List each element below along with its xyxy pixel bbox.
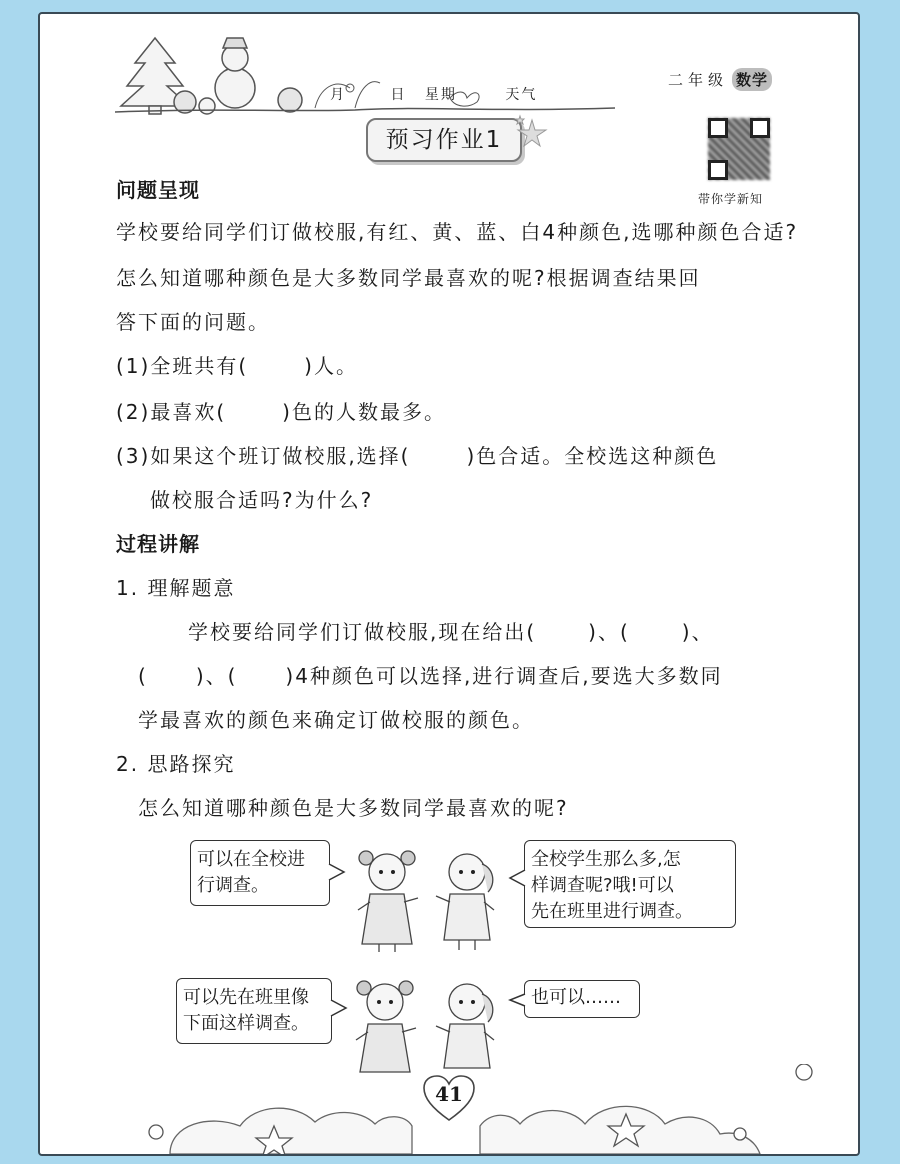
speech-bubble-2-line-3: 先在班里进行调查。 <box>531 901 693 922</box>
subject-badge: 数学 <box>732 68 772 91</box>
section-heading-problem: 问题呈现 <box>116 178 200 202</box>
speech-bubble-1-line-2: 行调查。 <box>197 875 269 896</box>
question-2-start: (2)最喜欢( <box>116 400 227 424</box>
step-1-title: 1. 理解题意 <box>116 576 236 600</box>
speech-bubble-2-line-2: 样调查呢?哦!可以 <box>531 875 674 896</box>
intro-line-2: 怎么知道哪种颜色是大多数同学最喜欢的呢?根据调查结果回 <box>116 266 701 290</box>
weather-label: 天气 <box>505 87 538 103</box>
intro-line-1: 学校要给同学们订做校服,有红、黄、蓝、白4种颜色,选哪种颜色合适? <box>116 220 799 244</box>
step-2-question: 怎么知道哪种颜色是大多数同学最喜欢的呢? <box>138 796 569 820</box>
week-label: 星期 <box>424 87 457 103</box>
girl-illustration <box>352 844 422 954</box>
step-1-line-1-mid: )、( <box>588 620 630 644</box>
question-2-end: )色的人数最多。 <box>282 400 446 424</box>
question-3-end: )色合适。全校选这种颜色 <box>466 444 719 468</box>
step-1-line-2-mid: )、( <box>195 664 238 688</box>
speech-bubble-1-line-1: 可以在全校进 <box>197 849 305 870</box>
step-1-line-2-start: ( <box>138 664 148 688</box>
grade-label: 二年级 <box>668 71 729 89</box>
speech-bubble-2-line-1: 全校学生那么多,怎 <box>531 849 681 870</box>
worksheet-page <box>38 12 860 1156</box>
step-1-line-1-end: )、 <box>681 620 714 644</box>
question-3-continued: 做校服合适吗?为什么? <box>150 488 374 512</box>
intro-line-3: 答下面的问题。 <box>116 310 270 334</box>
step-1-line-2-end: )4种颜色可以选择,进行调查后,要选大多数同 <box>285 664 723 688</box>
question-3-start: (3)如果这个班订做校服,选择( <box>116 444 411 468</box>
step-1-line-3: 学最喜欢的颜色来确定订做校服的颜色。 <box>138 708 534 732</box>
speech-bubble-3-line-1: 可以先在班里像 <box>183 987 309 1008</box>
step-1-line-1-start: 学校要给同学们订做校服,现在给出( <box>188 620 537 644</box>
section-heading-explanation: 过程讲解 <box>116 532 200 556</box>
day-label: 日 <box>390 87 407 103</box>
speech-bubble-3-line-2: 下面这样调查。 <box>183 1013 309 1034</box>
month-label: 月 <box>330 87 346 103</box>
girl-illustration <box>432 844 502 954</box>
step-2-title: 2. 思路探究 <box>116 752 236 776</box>
speech-bubble-4-line-1: 也可以…… <box>531 987 621 1008</box>
question-1-start: (1)全班共有( <box>116 354 249 378</box>
question-1-end: )人。 <box>304 354 358 378</box>
page-title: 预习作业1 <box>366 118 522 162</box>
page-number: 41 <box>435 1082 463 1106</box>
qr-caption: 带你学新知 <box>698 192 764 206</box>
